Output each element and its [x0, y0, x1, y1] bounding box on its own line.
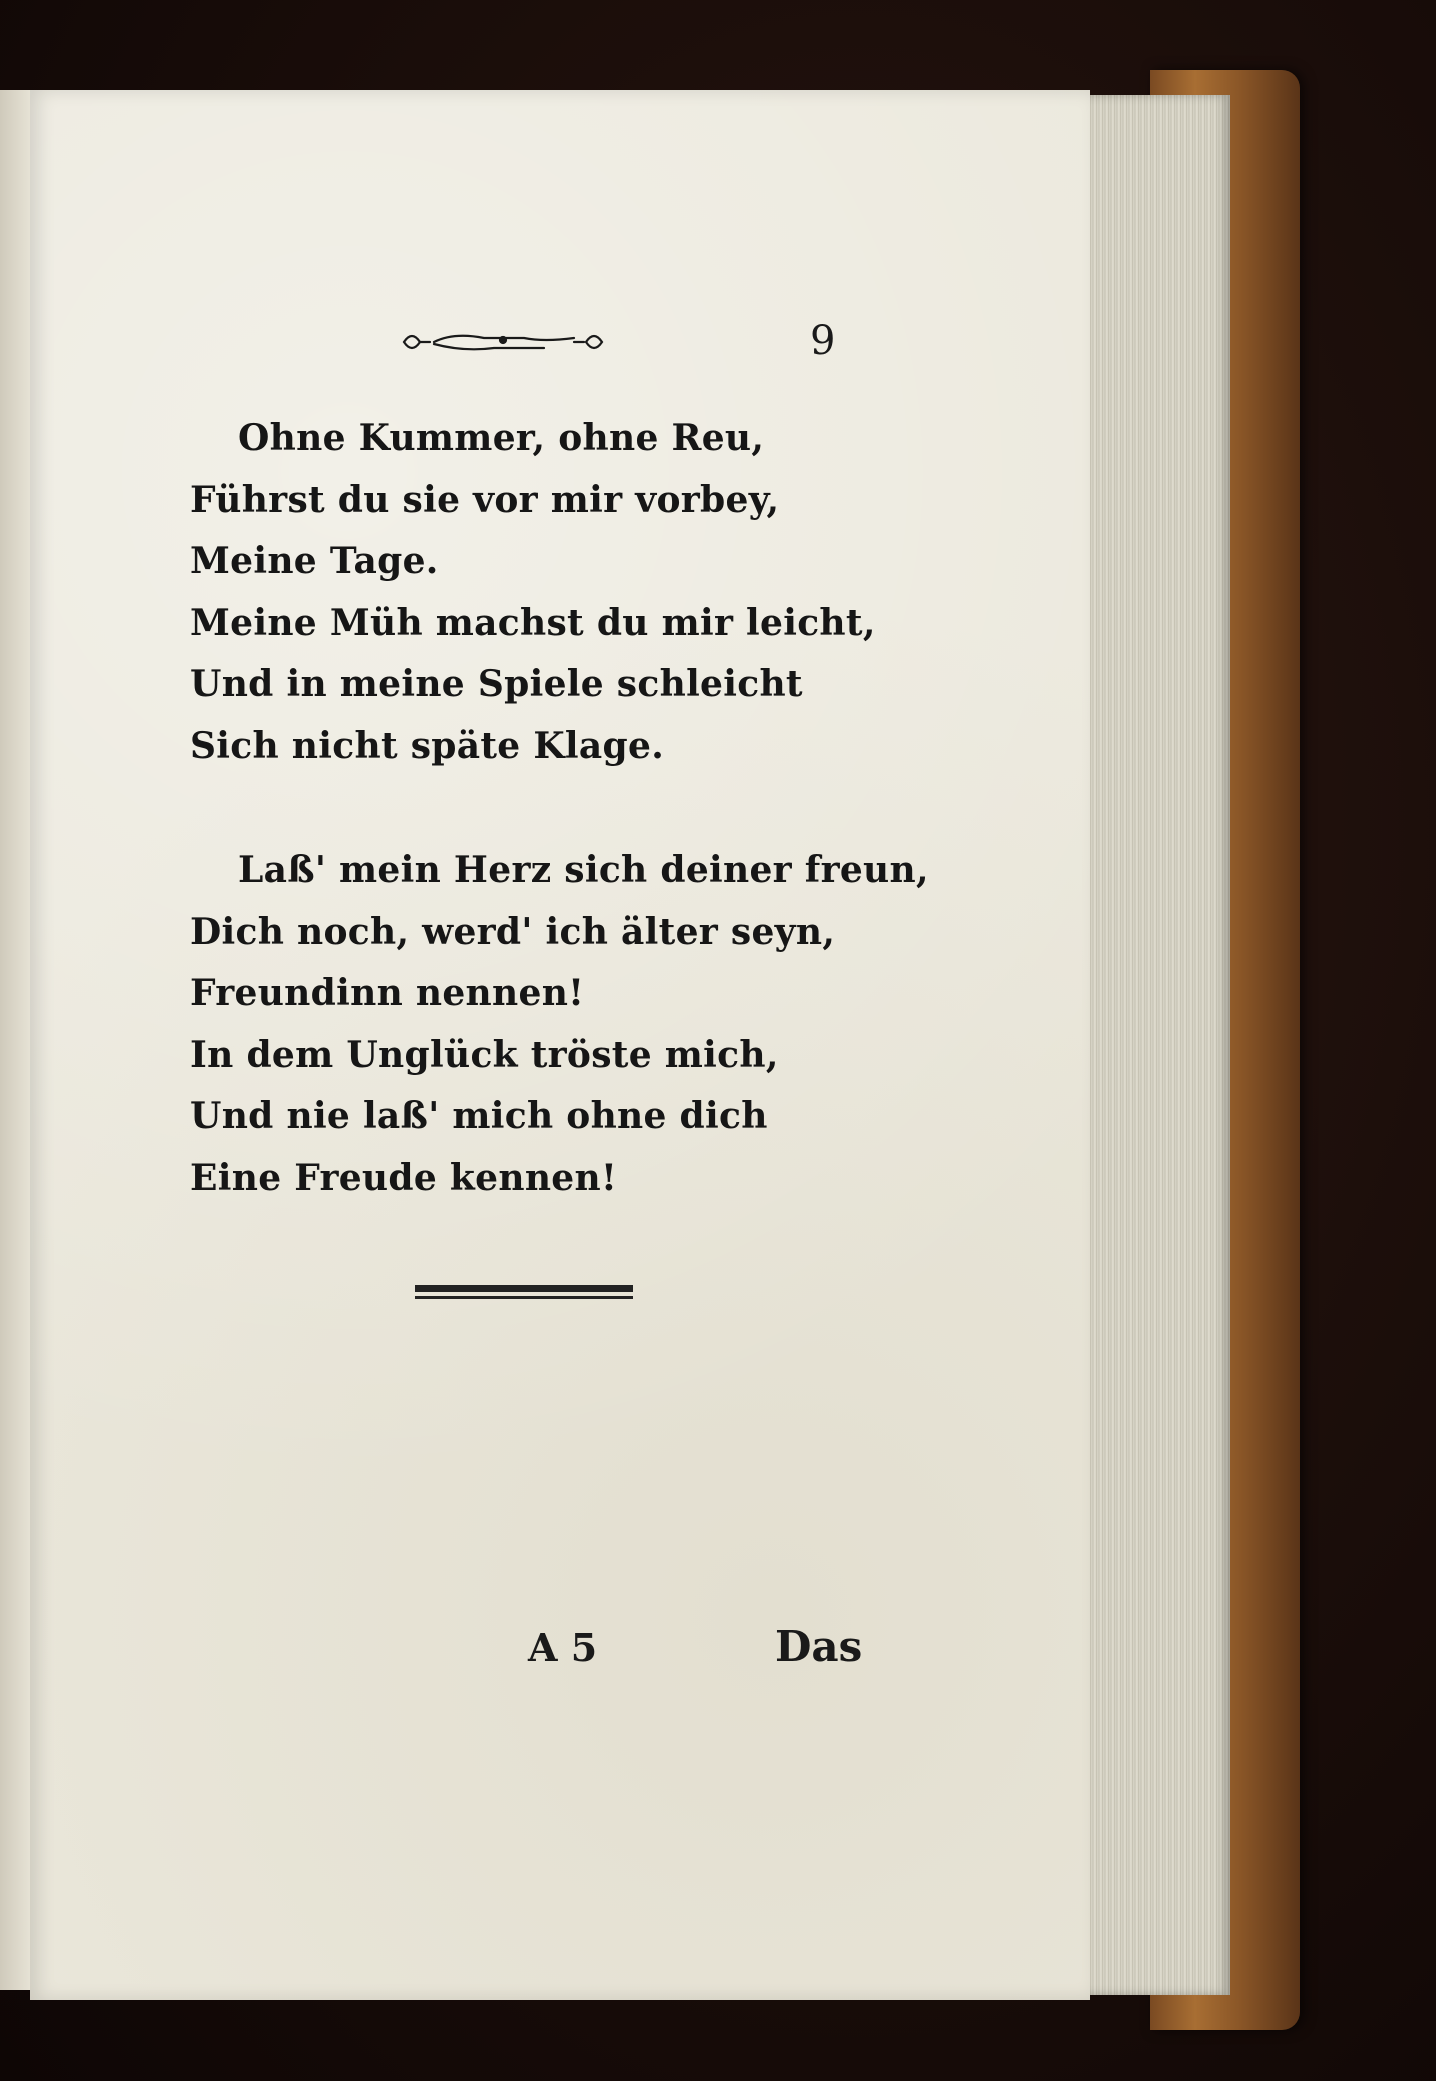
stanza-1	[190, 408, 876, 777]
signature-mark: A 5	[528, 1625, 598, 1670]
verse-line: Meine Tage.	[190, 540, 439, 582]
verse-line: Dich noch, werd' ich älter seyn,	[190, 910, 836, 953]
verse-line: Ohne Kummer, ohne Reu,	[238, 417, 765, 459]
stanza-2	[190, 840, 929, 1209]
rule-thick	[415, 1285, 633, 1292]
verse-line: Führst du sie vor mir vorbey,	[190, 478, 780, 521]
verse-line: Und in meine Spiele schleicht	[190, 663, 803, 705]
verse-line: Und nie laß' mich ohne dich	[190, 1095, 768, 1137]
verse-line: Laß' mein Herz sich deiner freun,	[238, 849, 929, 891]
rule-thin	[415, 1296, 633, 1299]
verse-line: Freundinn nennen!	[190, 972, 585, 1014]
verse-line: Sich nicht späte Klage.	[190, 724, 665, 767]
catchword: Das	[775, 1622, 863, 1671]
verse-line: Meine Müh machst du mir leicht,	[190, 601, 876, 644]
left-page-edge	[0, 90, 30, 1990]
verse-line: In dem Unglück tröste mich,	[190, 1033, 779, 1076]
page-edges-stack	[1085, 95, 1230, 1995]
fleuron-ornament-icon	[398, 322, 608, 362]
double-rule-divider	[415, 1285, 633, 1303]
page-number: 9	[810, 318, 836, 364]
verse-line: Eine Freude kennen!	[190, 1156, 618, 1199]
